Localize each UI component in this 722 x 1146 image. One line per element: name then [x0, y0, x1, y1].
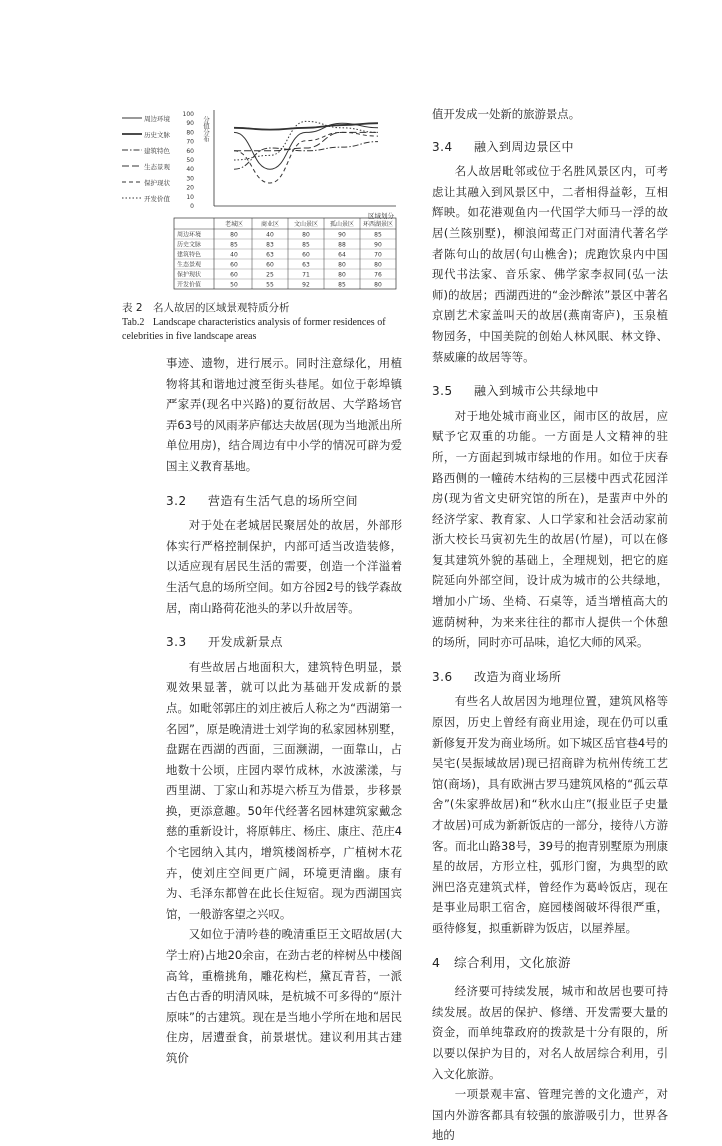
x-tick-label: 孤山景区	[329, 221, 355, 228]
chart-series	[234, 121, 378, 183]
section-heading-3-4	[432, 137, 668, 158]
caption-en-label: Tab.2	[122, 317, 145, 328]
y-tick-label: 0	[190, 203, 194, 210]
table-row-label: 周边环境	[177, 231, 202, 239]
paragraph: 对于地处城市商业区，闹市区的故居，应赋予它双重的功能。一方面是人文精神的驻所，一方面起到城市绿地的作用。如位于庆春路西侧的一幢砖木结构的三层楼中西式花园洋房(现为省文史研究馆的所在)，是蜚声中外的经济学家、教育家、人口学家和社会活动家前浙大校长马寅初先生的故居(竹屋)，可以在修复其建筑外貌的基础上，全理规划，把它的庭院延向外部空间，设计成为城市的公共绿地，增加小广场、坐椅、石桌等，适当增植高大的遮荫树种，为来来往往的都市人提供一个休憩的场所，同时亦可品味，追忆大师的风采。	[432, 408, 668, 650]
chart-figure	[120, 106, 400, 294]
table-border	[174, 218, 396, 289]
legend-label: 开发价值	[144, 195, 170, 203]
paragraph: 对于处在老城居民聚居处的故居，外部形体实行严格控制保护，内部可适当改造装修，以适应现有居民生活的需要，创造一个洋溢着生活气息的场所空间。如方谷园2号的钱学森故居，南山路荷花池头的茅以升故居等。	[166, 518, 402, 615]
section-title: 改造为商业场所	[474, 669, 562, 684]
table-row-label: 开发价值	[177, 281, 202, 289]
paragraph: 有些名人故居因为地理位置，建筑风格等原因，历史上曾经有商业用途，现在仍可以重新修复开发为商业场所。如下城区岳官巷4号的吴宅(吴振域故居)现已招商辟为杭州传统工艺馆(商场)，具有欧洲古罗马建筑风格的“孤云草舍”(朱家骅故居)和“秋水山庄”(报业臣子史量才故居)可成为新新饭店的一部分，接待八方游客。而北山路38号，39号的抱青别墅原为刑康星的故居，方形立柱，弧形门窗，为典型的欧洲巴洛克建筑式样，曾经作为葛岭饭店，现在是事业局职工宿舍，庭园楼阁破坏得很严重，亟待修复，拟重新辟为饭店，以屋养屋。	[432, 694, 668, 935]
table-cell-value: 80	[374, 281, 382, 289]
table-cell-value: 40	[266, 231, 274, 239]
table-cell-value: 80	[302, 231, 310, 239]
table-cell-value: 85	[338, 281, 346, 289]
section-heading-4	[432, 953, 668, 974]
chart-data-table	[174, 218, 396, 289]
series-line-1	[234, 123, 378, 169]
table-cell-value: 90	[338, 231, 346, 239]
table-cell-value: 60	[230, 271, 238, 279]
y-tick-label: 40	[186, 166, 194, 174]
y-axis-label: 分值分布	[202, 116, 210, 142]
y-tick-label: 90	[186, 120, 194, 128]
section-title: 融入到周边景区中	[474, 139, 575, 154]
table-cell-value: 85	[302, 241, 310, 249]
table-cell-value: 60	[230, 261, 238, 269]
x-tick-label: 商业区	[260, 221, 280, 228]
legend-label: 保护现状	[144, 179, 170, 187]
y-tick-label: 30	[186, 175, 194, 183]
y-tick-label: 10	[186, 193, 194, 201]
paragraph: 又如位于清吟巷的晚清重臣王文昭故居(大学士府)占地20余亩，在劲古老的梓树丛中楼阁高耸，重檐挑角，雕花构栏，黛瓦青苔，一派古色古香的明清风味，是杭城不可多得的“原汁原味”的古建筑。现在是当地小学所在地和居民住房，居遭蚕食，前景堪忧。建议利用其古建筑价	[166, 927, 402, 1065]
series-line-2	[234, 123, 378, 129]
table-cell-value: 80	[338, 261, 346, 269]
section-title: 综合利用，文化旅游	[454, 954, 572, 970]
section-number: 3.6	[432, 669, 453, 684]
table-cell-value: 85	[230, 241, 238, 249]
series-line-4	[234, 132, 378, 150]
section-number: 4	[432, 954, 441, 970]
y-tick-label: 50	[186, 157, 194, 164]
chart-legend	[122, 114, 171, 203]
paragraph: 一项景观丰富、管理完善的文化遗产，对国内外游客都具有较强的旅游吸引力，世界各地的	[432, 1087, 668, 1143]
section-heading-3-5	[432, 381, 668, 402]
table-cell-value: 63	[266, 251, 274, 259]
table-caption-en	[122, 316, 407, 344]
section-number: 3.5	[432, 384, 453, 399]
table-cell-value: 80	[230, 231, 238, 239]
table-cell-value: 80	[374, 261, 382, 269]
table-cell-value: 92	[302, 281, 310, 289]
y-tick-label: 70	[186, 138, 194, 146]
legend-label: 生态景观	[144, 163, 170, 171]
table-row-label: 生态景观	[177, 261, 202, 269]
legend-label: 建筑特色	[144, 147, 170, 155]
x-tick-label: 环西湖景区	[362, 221, 394, 228]
table-caption-zh: 表 2 名人故居的区域景观特质分析	[122, 302, 290, 314]
table-row-label: 历史文脉	[177, 241, 202, 249]
table-cell-value: 88	[338, 241, 346, 249]
section-heading-3-3	[166, 632, 402, 653]
section-heading-3-6	[432, 667, 668, 688]
table-row-label: 建筑特色	[177, 251, 202, 259]
section-title: 营造有生活气息的场所空间	[208, 493, 359, 508]
table-cell-value: 76	[374, 271, 382, 279]
section-heading-3-2	[166, 491, 402, 512]
table-cell-value: 71	[302, 271, 310, 279]
table-cell-value: 64	[338, 251, 346, 259]
section-title: 融入到城市公共绿地中	[474, 384, 600, 399]
table-cell-value: 60	[266, 261, 274, 269]
paragraph: 有些故居占地面积大，建筑特色明显，景观效果显著，就可以此为基础开发成新的景点。如毗邻郭庄的刘庄被后人称之为“西湖第一名园”，原是晚清进士刘学询的私家园林别墅，盘踞在西湖的西面，三面濒湖，一面靠山，占地数十公顷，庄园内翠竹成林，水波潆漾，与西里湖、丁家山和苏堤六桥互为借景，步移景换，更添意趣。50年代经著名园林建筑家戴念慈的重新设计，将原韩庄、杨庄、康庄、范庄4个宅园纳入其内，增筑楼阁桥亭，广植树木花卉，使刘庄空间更广阔，环境更清幽。康有为、毛泽东都曾在此长住短宿。现为西湖国宾馆，一般游客望之兴叹。	[166, 659, 402, 921]
line-chart	[120, 106, 400, 294]
x-tick-label: 老城区	[224, 221, 244, 228]
table-cell-value: 85	[374, 231, 382, 239]
legend-label: 历史文脉	[144, 131, 170, 139]
caption-en-text: Landscape characteristics analysis of former residences of celebrities in five landscape areas	[122, 317, 386, 342]
legend-label: 周边环境	[144, 115, 170, 123]
section-number: 3.3	[166, 635, 187, 650]
section-number: 3.4	[432, 139, 453, 154]
x-axis-label: 区域划分	[368, 212, 394, 220]
table-cell-value: 80	[338, 271, 346, 279]
paragraph: 经济要可持续发展，城市和故居也要可持续发展。故居的保护、修缮、开发需要大量的资金，而单纯靠政府的拨款是十分有限的，所以要以保护为目的，对名人故居综合利用，引入文化旅游。	[432, 984, 668, 1081]
section-title: 开发成新景点	[208, 635, 284, 650]
y-tick-label: 100	[182, 111, 194, 118]
table-cell-value: 90	[374, 241, 382, 249]
right-column	[432, 104, 668, 1146]
table-cell-value: 55	[266, 281, 274, 289]
paragraph: 值开发成一处新的旅游景点。	[432, 107, 581, 121]
section-number: 3.2	[166, 493, 187, 508]
table-row-label: 保护现状	[177, 271, 202, 279]
table-cell-value: 83	[266, 241, 274, 249]
left-column	[166, 353, 402, 1069]
table-cell-value: 50	[230, 281, 238, 289]
x-tick-label: 文山景区	[293, 221, 319, 228]
y-tick-label: 80	[186, 129, 194, 137]
y-tick-label: 60	[186, 147, 194, 155]
paragraph: 名人故居毗邻或位于名胜风景区内，可考虑让其融入到风景区中，二者相得益彰，互相辉映。如花港观鱼内一代国学大师马一浮的故居(兰陔别墅)，柳浪闻莺正门对面清代著名学者陈句山的故居(句山樵舍)；虎跑饮泉内中国现代书法家、音乐家、佛学家李叔同(弘一法师)的故居；西湖西进的“金沙醉浓”景区中著名京剧艺术家盖叫天的故居(燕南寄庐)，玉泉植物园务，中国美院的创始人林风眠、林文铮、蔡威廉的故居等等。	[432, 164, 668, 364]
table-cell-value: 60	[302, 251, 310, 259]
y-tick-label: 20	[186, 184, 194, 192]
table-cell-value: 25	[266, 271, 274, 279]
table-cell-value: 63	[302, 261, 310, 269]
table-cell-value: 70	[374, 251, 382, 259]
table-cell-value: 40	[230, 251, 238, 259]
paragraph: 事迹、遗物，进行展示。同时注意绿化，用植物将其和谐地过渡至街头巷尾。如位于彰埠镇严家弄(现名中兴路)的夏衍故居、大学路场官弄63号的风雨茅庐郁达夫故居(现为当地派出所单位用房)，结合周边有中小学的情况可辟为爱国主义教育基地。	[166, 356, 402, 473]
series-line-3	[234, 142, 378, 170]
